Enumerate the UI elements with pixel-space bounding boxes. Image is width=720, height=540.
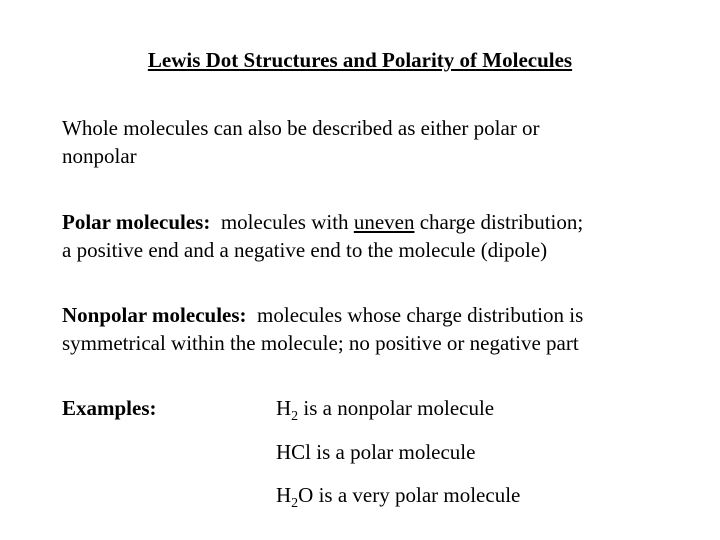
intro-paragraph xyxy=(62,114,682,170)
nonpolar-text-a: molecules whose charge distribution is xyxy=(246,303,584,327)
page-title: Lewis Dot Structures and Polarity of Molecules xyxy=(147,48,573,72)
example-h2-pre: H xyxy=(276,396,292,420)
example-hcl xyxy=(276,440,475,465)
polar-text-a: molecules with xyxy=(210,210,354,234)
example-h2o xyxy=(276,483,521,511)
nonpolar-label: Nonpolar molecules: xyxy=(62,303,247,327)
example-hcl-text: HCl is a polar molecule xyxy=(276,440,476,464)
intro-line-2: nonpolar xyxy=(62,144,137,168)
nonpolar-line-1 xyxy=(62,301,682,329)
polar-label: Polar molecules: xyxy=(62,210,211,234)
example-h2o-post: O is a very polar molecule xyxy=(298,483,521,507)
polar-line-2: a positive end and a negative end to the molecule (dipole) xyxy=(62,238,548,262)
example-h2o-sub: 2 xyxy=(291,496,299,511)
polar-emphasis: uneven xyxy=(353,210,415,234)
example-h2 xyxy=(276,396,495,424)
example-h2-sub: 2 xyxy=(291,409,299,424)
intro-line-1: Whole molecules can also be described as either polar or xyxy=(62,116,540,140)
examples-label: Examples: xyxy=(62,396,157,420)
example-h2o-pre: H xyxy=(276,483,292,507)
polar-definition xyxy=(62,208,682,264)
nonpolar-line-2: symmetrical within the molecule; no positive or negative part xyxy=(62,331,579,355)
polar-line-1 xyxy=(62,208,682,236)
example-h2-post: is a nonpolar molecule xyxy=(298,396,495,420)
nonpolar-definition xyxy=(62,301,682,357)
polar-text-b: charge distribution; xyxy=(414,210,584,234)
